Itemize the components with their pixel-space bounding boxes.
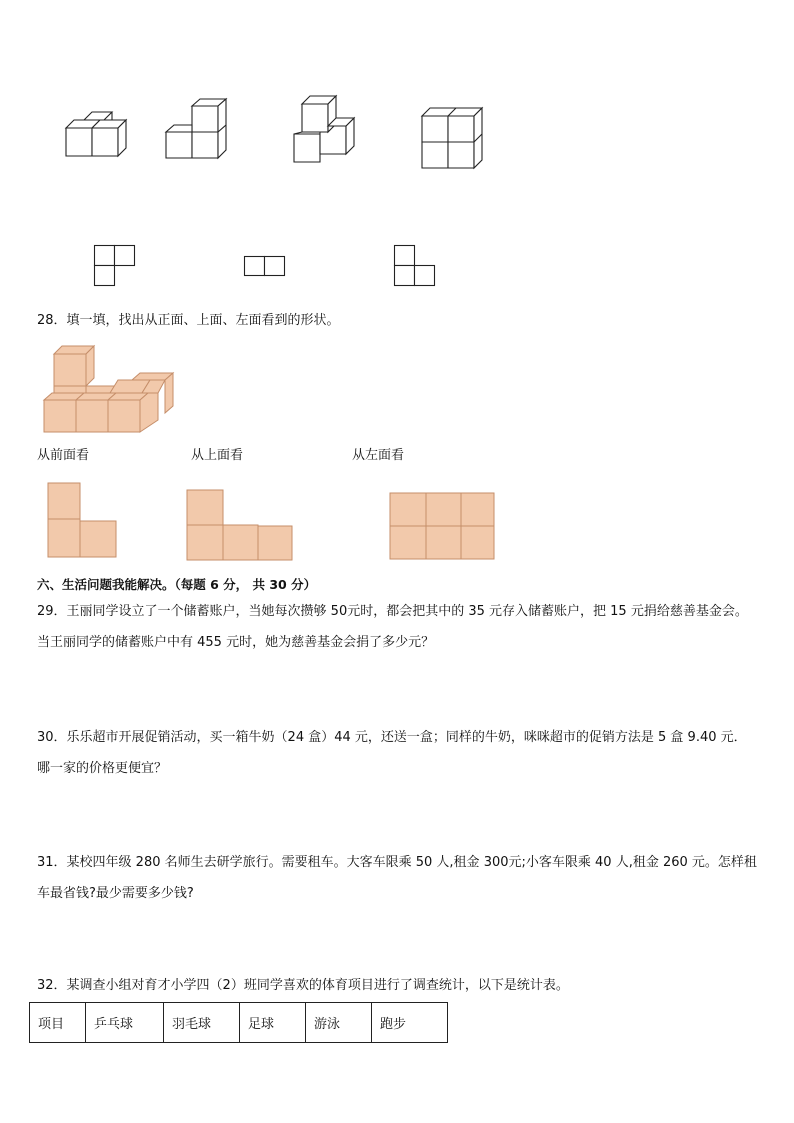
table-cell: 项目 [30, 1003, 86, 1043]
question-29-text: 29．王丽同学设立了一个储蓄账户，当她每次攒够 50元时，都会把其中的 35 元存入储蓄账户，把 15 元捐给慈善基金会。当王丽同学的储蓄账户中有 455 元时，她为慈善基金会捐了多少元？ [37, 604, 748, 650]
label-left-view: 从左面看 [352, 448, 405, 463]
cube-figure-1 [60, 110, 130, 160]
table-row [30, 1003, 448, 1043]
table-cell: 游泳 [306, 1003, 372, 1043]
cube-figure-4 [418, 102, 488, 172]
section-6-heading: 六、生活问题我能解决。（每题 6 分， 共 30 分） [37, 577, 317, 592]
question-30-text: 30．乐乐超市开展促销活动，买一箱牛奶（24 盒）44 元，还送一盒；同样的牛奶，咪咪超市的促销方法是 5 盒 9.40 元．哪一家的价格更便宜？ [37, 730, 747, 776]
top-view-shape [186, 489, 296, 563]
table-cell: 跑步 [372, 1003, 448, 1043]
question-32-text: 32．某调查小组对育才小学四（2）班同学喜欢的体育项目进行了调查统计，以下是统计表。 [37, 978, 569, 993]
sports-stat-table [29, 1002, 448, 1043]
label-front-view: 从前面看 [37, 448, 90, 463]
front-view-shape [47, 482, 119, 560]
cube-figure-2 [160, 98, 235, 163]
q28-cube-figure [40, 340, 175, 435]
left-view-shape [389, 492, 497, 562]
question-31-text: 31．某校四年级 280 名师生去研学旅行。需要租车。大客车限乘 50 人,租金 300元;小客车限乘 40 人,租金 260 元。怎样租车最省钱?最少需要多少钱? [37, 855, 757, 901]
question-28-text: 28．填一填，找出从正面、上面、左面看到的形状。 [37, 313, 340, 328]
cube-figure-3 [288, 92, 368, 167]
view-shape-2 [244, 256, 289, 281]
view-shape-3 [394, 245, 439, 290]
table-cell: 乒乓球 [86, 1003, 164, 1043]
table-cell: 足球 [240, 1003, 306, 1043]
table-cell: 羽毛球 [164, 1003, 240, 1043]
label-top-view: 从上面看 [191, 448, 244, 463]
view-shape-1 [94, 245, 139, 290]
